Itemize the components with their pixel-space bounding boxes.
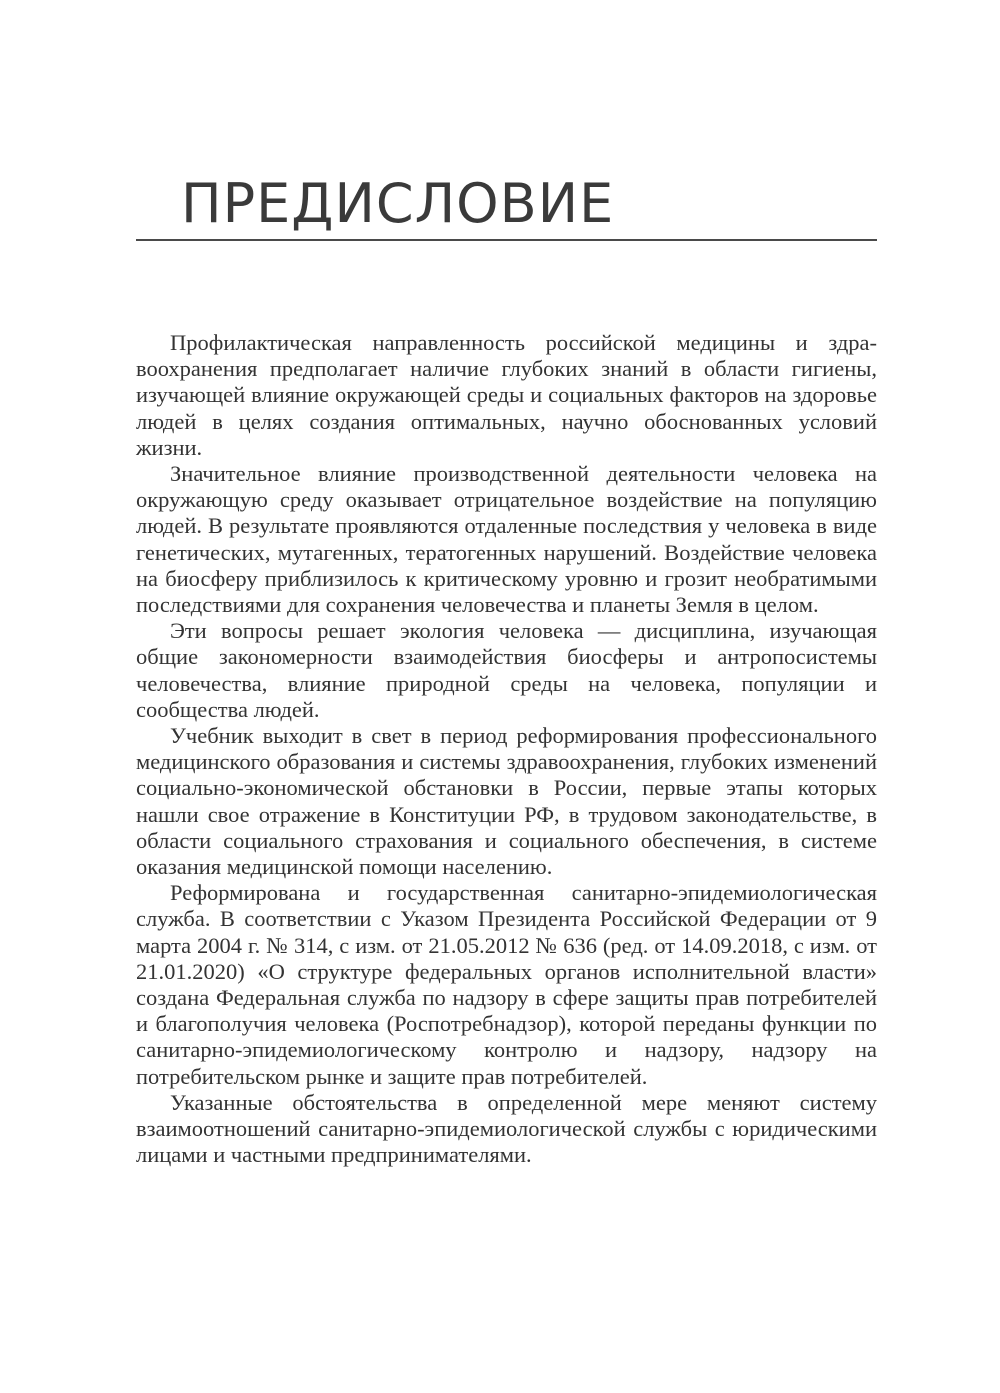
paragraph: Профилактическая направленность российской медицины и здравоохранения предполагает наличие глубоких знаний в области гигиены, изучающей влияние окружающей среды и социальных факторов на здоровье людей в целях создания оптимальных, научно обоснованных условий жизни.	[136, 330, 877, 460]
paragraph: Учебник выходит в свет в период реформирования профессионального медицинского образования и системы здравоохранения, глубоких изменений социально-экономической обстановки в России, первые этапы которых нашли свое отражение в Конституции РФ, в трудовом законодательстве, в области социального страхования и социального обеспечения, в системе оказания медицинской помощи населению.	[136, 723, 877, 880]
preface-body	[136, 330, 877, 1169]
paragraph: Значительное влияние производственной деятельности человека на окружающую среду оказывает отрицательное воздействие на популяцию людей. В результате проявляются отдаленные последствия у человека в виде генетических, мутагенных, тератогенных нарушений. Воздействие человека на биосферу приблизилось к критическому уровню и грозит необратимыми последствиями для сохранения человечества и планеты Земля в целом.	[136, 461, 877, 618]
paragraph: Реформирована и государственная санитарно-эпидемиологическая служба. В соответствии с Указом Президента Российской Федерации от 9 марта 2004 г. № 314, с изм. от 21.05.2012 № 636 (ред. от 14.09.2018, с изм. от 21.01.2020) «О структуре федеральных органов исполнительной власти» создана Федеральная служба по надзору в сфере защиты прав потребителей и благополучия человека (Роспотребнадзор), которой переданы функции по санитарно-эпидемиологическому контролю и надзору, надзору на потребительском рынке и защите прав потребителей.	[136, 880, 877, 1089]
title-underline	[136, 239, 877, 241]
paragraph: Указанные обстоятельства в определенной мере меняют систему взаимоотношений санитарно-эпидемиологической службы с юридическими лицами и частными предпринимателями.	[136, 1089, 877, 1168]
paragraph: Эти вопросы решает экология человека — дисциплина, изучающая общие закономерности взаимодействия биосферы и антропосистемы человечества, влияние природной среды на человека, популяции и сообщества людей.	[136, 618, 877, 722]
chapter-title: ПРЕДИСЛОВИЕ	[181, 172, 615, 235]
